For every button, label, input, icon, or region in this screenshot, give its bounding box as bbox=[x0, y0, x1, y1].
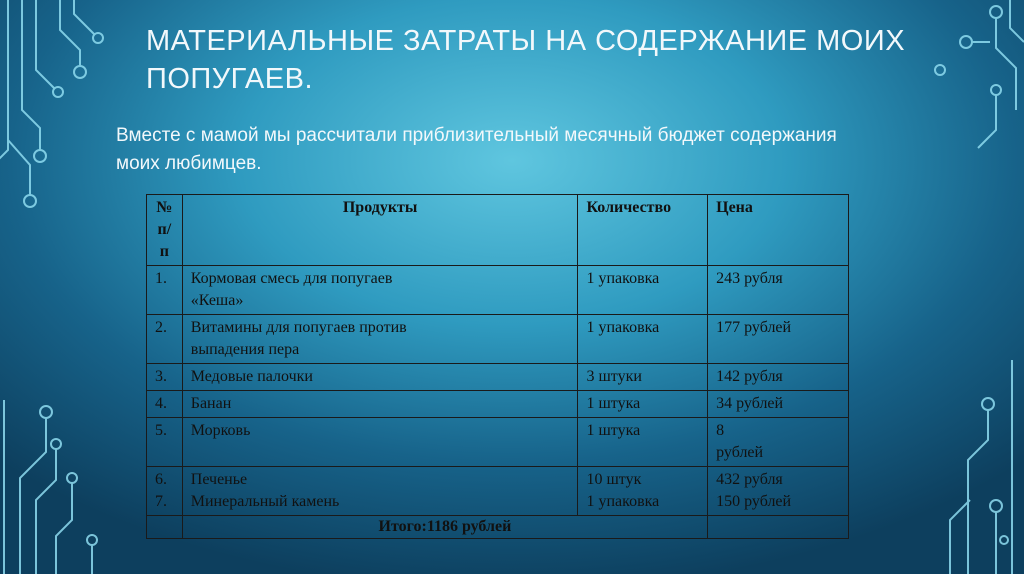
row-price: 177 рублей bbox=[708, 315, 849, 364]
table-row bbox=[147, 364, 849, 391]
row-quantity: 3 штуки bbox=[578, 364, 708, 391]
slide-subtitle: Вместе с мамой мы рассчитали приблизительный месячный бюджет содержания моих любимцев. bbox=[116, 125, 837, 174]
total-empty-cell bbox=[147, 516, 183, 539]
row-product: Морковь bbox=[182, 418, 578, 467]
row-quantity: 1 штука bbox=[578, 418, 708, 467]
circuit-left-top bbox=[0, 0, 103, 207]
row-product-line1: Витамины для попугаев против bbox=[190, 319, 407, 336]
row-price-line2: рублей bbox=[716, 444, 764, 461]
row-price-line2: 150 рублей bbox=[716, 493, 792, 510]
row-num: 2. bbox=[147, 315, 183, 364]
row-product: Банан bbox=[182, 391, 578, 418]
table-row bbox=[147, 391, 849, 418]
row-quantity: 1 упаковка bbox=[578, 315, 708, 364]
total-price-cell bbox=[708, 516, 849, 539]
table-total-row bbox=[147, 516, 849, 539]
circuit-left-bottom bbox=[4, 400, 97, 574]
row-quantity-line1: 10 штук bbox=[586, 471, 642, 488]
row-price: 34 рублей bbox=[708, 391, 849, 418]
table-row bbox=[147, 266, 849, 315]
row-product bbox=[182, 266, 578, 315]
expenses-table bbox=[146, 194, 849, 539]
header-num-line1: № bbox=[156, 199, 173, 216]
row-price bbox=[708, 467, 849, 516]
row-quantity bbox=[578, 467, 708, 516]
row-quantity: 1 штука bbox=[578, 391, 708, 418]
total-label: Итого:1186 рублей bbox=[182, 516, 707, 539]
row-product: Медовые палочки bbox=[182, 364, 578, 391]
row-num-line1: 6. bbox=[155, 471, 167, 488]
table-row-merged bbox=[147, 467, 849, 516]
row-num: 4. bbox=[147, 391, 183, 418]
row-num bbox=[147, 467, 183, 516]
row-num-line2: 7. bbox=[155, 493, 167, 510]
row-quantity: 1 упаковка bbox=[578, 266, 708, 315]
table-row bbox=[147, 418, 849, 467]
header-quantity: Количество bbox=[578, 195, 708, 266]
row-num: 3. bbox=[147, 364, 183, 391]
header-product: Продукты bbox=[182, 195, 578, 266]
row-product-line2: «Кеша» bbox=[190, 292, 244, 309]
circuit-right-bottom bbox=[950, 360, 1012, 574]
row-product bbox=[182, 315, 578, 364]
row-quantity-line2: 1 упаковка bbox=[586, 493, 660, 510]
row-num: 5. bbox=[147, 418, 183, 467]
row-price-line1: 8 bbox=[716, 422, 725, 439]
row-product bbox=[182, 467, 578, 516]
header-num-line2: п/п bbox=[157, 221, 172, 260]
table-row bbox=[147, 315, 849, 364]
row-price: 243 рубля bbox=[708, 266, 849, 315]
table-header-row bbox=[147, 195, 849, 266]
header-num bbox=[147, 195, 183, 266]
row-product-line1: Кормовая смесь для попугаев bbox=[190, 270, 393, 287]
slide-title: МАТЕРИАЛЬНЫЕ ЗАТРАТЫ НА СОДЕРЖАНИЕ МОИХ ПОПУГАЕВ. bbox=[146, 25, 906, 95]
row-price-line1: 432 рубля bbox=[716, 471, 783, 488]
header-price: Цена bbox=[708, 195, 849, 266]
row-price bbox=[708, 418, 849, 467]
row-product-line2: Минеральный камень bbox=[190, 493, 340, 510]
row-product-line2: выпадения пера bbox=[190, 341, 300, 358]
row-product-line1: Печенье bbox=[190, 471, 248, 488]
row-num: 1. bbox=[147, 266, 183, 315]
row-price: 142 рубля bbox=[708, 364, 849, 391]
